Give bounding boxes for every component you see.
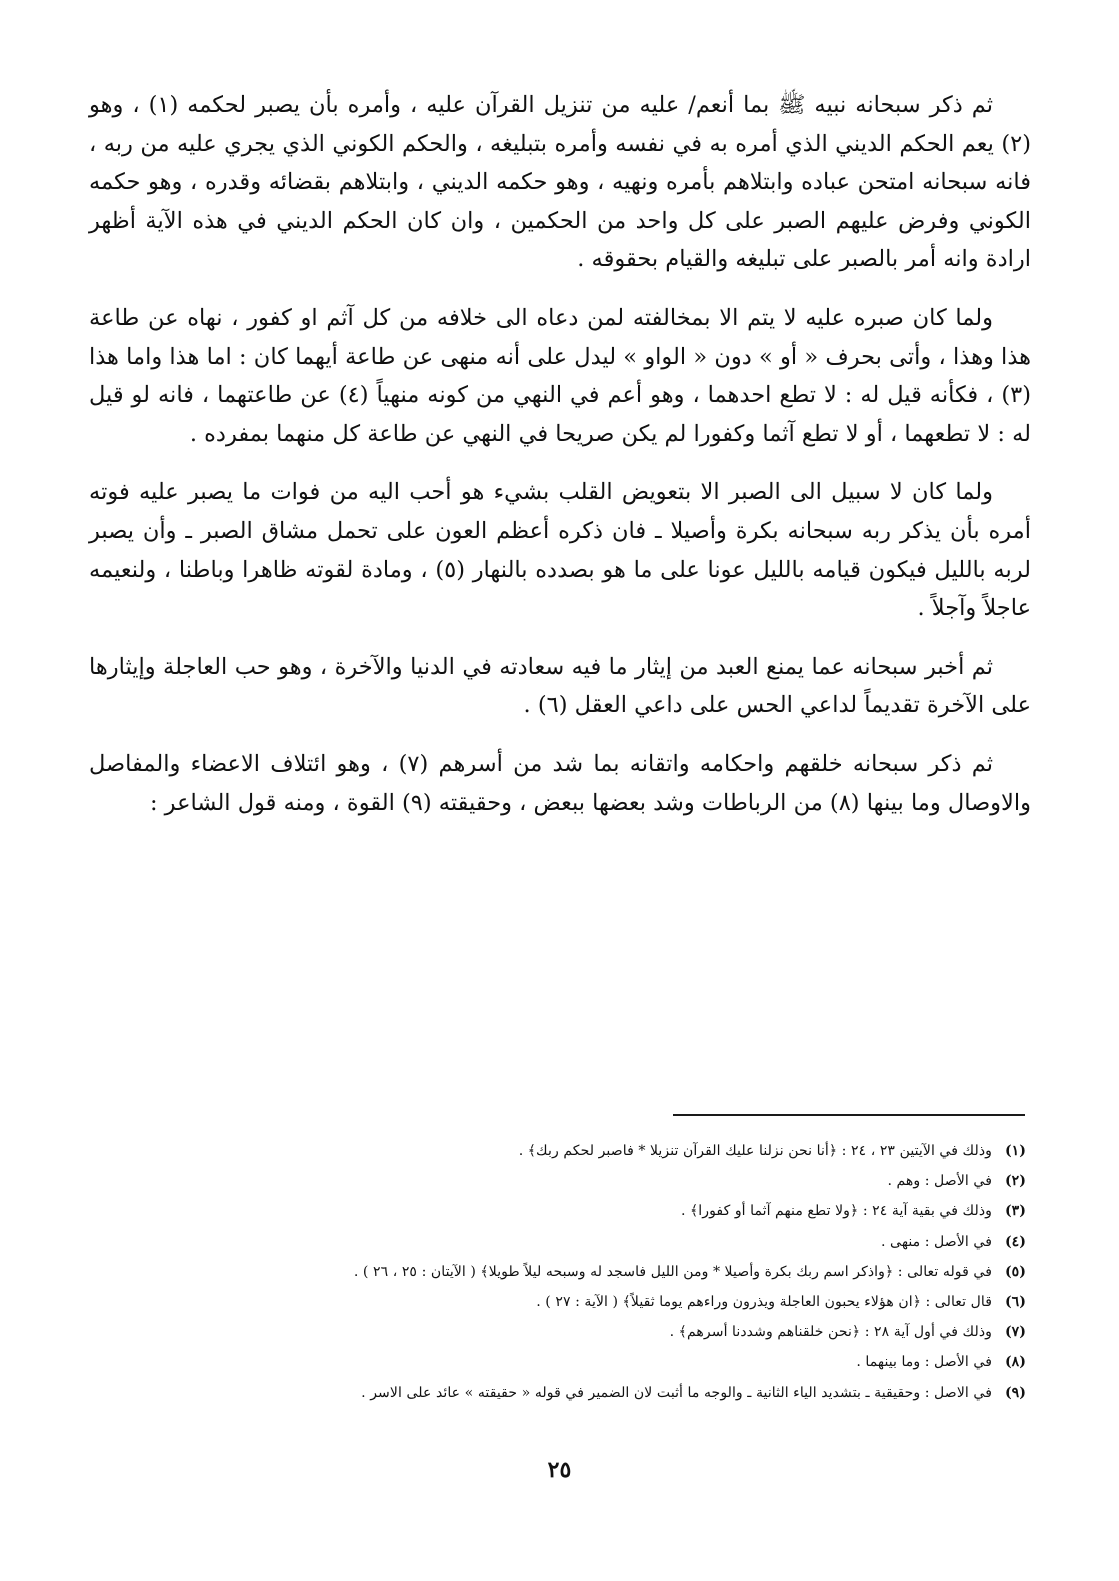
footnote-number: (٣) [1004, 1203, 1026, 1220]
footnote-9 [86, 1378, 1026, 1408]
footnote-number: (٧) [1004, 1324, 1026, 1341]
paragraph-3: ولما كان لا سبيل الى الصبر الا بتعويض القلب بشيء هو أحب اليه من فوات ما يصبر عليه فوته أمره بأن يذكر ربه سبحانه بكرة وأصيلا ـ فان ذكره أعظم العون على تحمل مشاق الصبر ـ وأن يصبر لربه بالليل فيكون قيامه بالليل عونا على ما هو بصدده بالنهار (٥) ، ومادة لقوته ظاهرا وباطنا ، ولنعيمه عاجلاً وآجلاً . [89, 479, 1031, 622]
footnote-text: وذلك في الآيتين ٢٣ ، ٢٤ : ﴿أنا نحن نزلنا عليك القرآن تنزيلا * فاصبر لحكم ربك﴾ . [518, 1143, 992, 1159]
footnote-text: وذلك في بقية آية ٢٤ : ﴿ولا تطع منهم آثما أو كفورا﴾ . [680, 1203, 992, 1220]
main-text [89, 86, 1031, 842]
footnote-text: في الأصل : وما بينهما . [856, 1354, 992, 1371]
footnote-text: في قوله تعالى : ﴿واذكر اسم ربك بكرة وأصيلا * ومن الليل فاسجد له وسبحه ليلاً طويلا﴾ ( الآيتان : ٢٥ ، ٢٦ ) . [353, 1263, 992, 1280]
footnote-text: في الاصل : وحقيقية ـ بتشديد الياء الثانية ـ والوجه ما أثبت لان الضمير في قوله « حقيقته » عائد على الاسر . [361, 1384, 992, 1401]
footnote-number: (٥) [1004, 1263, 1026, 1280]
page-number: ٢٥ [547, 1457, 572, 1483]
footnote-5 [86, 1257, 1026, 1287]
footnote-4 [86, 1227, 1026, 1257]
paragraph-2: ولما كان صبره عليه لا يتم الا بمخالفته لمن دعاه الى خلافه من كل آثم او كفور ، نهاه عن طاعة هذا وهذا ، وأتى بحرف « أو » دون « الواو » ليدل على أنه منهى عن طاعة أيهما كان : اما هذا واما هذا (٣) ، فكأنه قيل له : لا تطع احدهما ، وهو أعم في النهي من كونه منهياً (٤) عن طاعتهما ، فانه لو قيل له : لا تطعهما ، أو لا تطع آثما وكفورا لم يكن صريحا في النهي عن طاعة كل منهما بمفرده . [89, 304, 1031, 447]
footnote-3 [86, 1196, 1026, 1226]
paragraph-4: ثم أخبر سبحانه عما يمنع العبد من إيثار ما فيه سعادته في الدنيا والآخرة ، وهو حب العاجلة وإيثارها على الآخرة تقديماً لداعي الحس على داعي العقل (٦) . [89, 653, 1031, 719]
footnote-text: في الأصل : منهى . [880, 1233, 992, 1250]
footnotes-list [86, 1136, 1026, 1408]
footnote-1 [86, 1136, 1026, 1166]
footnote-separator [673, 1114, 1025, 1116]
paragraph-5: ثم ذكر سبحانه خلقهم واحكامه واتقانه بما شد من أسرهم (٧) ، وهو ائتلاف الاعضاء والمفاصل والاوصال وما بينها (٨) من الرباطات وشد بعضها ببعض ، وحقيقته (٩) القوة ، ومنه قول الشاعر : [89, 750, 1031, 816]
footnote-number: (٢) [1004, 1173, 1026, 1190]
footnote-number: (١) [1004, 1143, 1026, 1159]
footnote-number: (٦) [1004, 1294, 1026, 1311]
footnote-number: (٩) [1004, 1384, 1026, 1401]
footnote-2 [86, 1166, 1026, 1196]
footnote-7 [86, 1317, 1026, 1347]
footnote-number: (٤) [1004, 1233, 1026, 1250]
footnote-number: (٨) [1004, 1354, 1026, 1371]
paragraph-1: ثم ذكر سبحانه نبيه ﷺ بما أنعم/ عليه من تنزيل القرآن عليه ، وأمره بأن يصبر لحكمه (١) ، وهو (٢) يعم الحكم الديني الذي أمره به في نفسه وأمره بتبليغه ، والحكم الكوني الذي يجري عليه من ربه ، فانه سبحانه امتحن عباده وابتلاهم بأمره ونهيه ، وهو حكمه الديني ، وابتلاهم بقضائه وقدره ، وهو حكمه الكوني وفرض عليهم الصبر على كل واحد من الحكمين ، وان كان الحكم الديني في هذه الآية أظهر ارادة وانه أمر بالصبر على تبليغه والقيام بحقوقه . [89, 92, 1031, 273]
footnote-6 [86, 1287, 1026, 1317]
footnote-text: في الأصل : وهم . [887, 1173, 992, 1190]
footnote-text: قال تعالى : ﴿ان هؤلاء يحبون العاجلة ويذرون وراءهم يوما ثقيلاً﴾ ( الآية : ٢٧ ) . [536, 1294, 992, 1311]
footnote-text: وذلك في أول آية ٢٨ : ﴿نحن خلقناهم وشددنا أسرهم﴾ . [669, 1324, 992, 1341]
footnote-8 [86, 1347, 1026, 1377]
